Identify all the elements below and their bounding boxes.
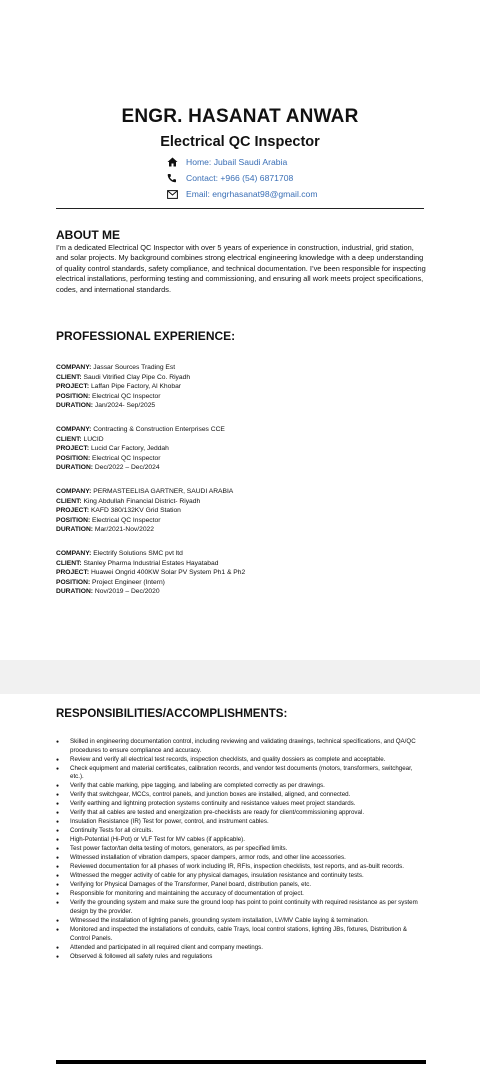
email-text[interactable]: Email: engrhasanat98@gmail.com [186, 189, 318, 199]
responsibility-item: ● Verifying for Physical Damages of the Transformer, Panel board, distribution panels, etc. [56, 881, 426, 890]
phone-text: Contact: +966 (54) 6871708 [186, 173, 294, 183]
contact-home [166, 157, 287, 167]
responsibilities-heading: RESPONSIBILITIES/ACCOMPLISHMENTS: [56, 708, 288, 720]
candidate-role: Electrical QC Inspector [160, 134, 320, 150]
page-gap [0, 660, 480, 694]
job-entry: COMPANY: Electrify Solutions SMC pvt ltd CLIENT: Stanley Pharma Industrial Estates Hayatabad PROJECT: Huawei Ongrid 400KW Solar PV System Ph1 & Ph2 POSITION: Project Engineer (Intern) DURATION: Nov/2019 – Dec/2020 [56, 550, 246, 596]
page-bottom-edge [56, 1060, 426, 1064]
responsibility-item: ● Monitored and inspected the installations of conduits, cable Trays, local control stations, lighting JBs, fixtures, Distribution & Control Panels. [56, 926, 426, 943]
responsibility-item: ● High-Potential (Hi-Pot) or VLF Test for MV cables (if applicable). [56, 836, 426, 845]
about-heading: ABOUT ME [56, 228, 120, 242]
responsibility-item: ● Verify earthing and lightning protection systems continuity and resistance values meet project standards. [56, 800, 426, 809]
phone-icon [166, 173, 178, 183]
job-entry: COMPANY: Contracting & Construction Enterprises CCE CLIENT: LUCID PROJECT: Lucid Car Factory, Jeddah POSITION: Electrical QC Inspector DURATION: Dec/2022 – Dec/2024 [56, 426, 225, 472]
home-text: Home: Jubail Saudi Arabia [186, 157, 288, 167]
resume-page-2 [0, 694, 480, 1066]
candidate-name: ENGR. HASANAT ANWAR [121, 106, 359, 127]
home-icon [166, 157, 178, 167]
contact-email [166, 189, 318, 199]
responsibility-item: ● Review and verify all electrical test records, inspection checklists, and quality dossiers as complete and acceptable. [56, 756, 426, 765]
responsibility-item: ● Check equipment and material certificates, calibration records, and vendor test documents (motors, transformers, switchgear, etc.). [56, 765, 426, 782]
header-divider [56, 208, 424, 209]
contact-phone [166, 173, 293, 183]
envelope-icon [166, 189, 178, 199]
about-text: I’m a dedicated Electrical QC Inspector with over 5 years of experience in construction, industrial, grid station, and solar projects. My background combines strong electrical engineering knowledge with a deep understanding of quality control standards, safety compliance, and technical documentation. I’ve been responsible for inspecting electrical installations, performing testing and commissioning, and ensuring all work meets project specifications, codes, and international standards. [56, 243, 426, 294]
responsibility-item: ● Attended and participated in all required client and company meetings. [56, 944, 426, 953]
responsibility-item: ● Witnessed the megger activity of cable for any physical damages, insulation resistance and continuity tests. [56, 872, 426, 881]
responsibility-item: ● Observed & followed all safety rules and regulations [56, 953, 426, 962]
responsibility-item: ● Verify that switchgear, MCCs, control panels, and junction boxes are installed, aligned, and connected. [56, 791, 426, 800]
experience-heading: PROFESSIONAL EXPERIENCE: [56, 329, 236, 343]
responsibility-item: ● Verify the grounding system and make sure the ground loop has point to point continuity with required resistance as per system design by the provider. [56, 899, 426, 916]
responsibility-item: ● Verify that all cables are tested and energization pre-checklists are ready for client/commissioning approval. [56, 809, 426, 818]
responsibility-item: ● Skilled in engineering documentation control, including reviewing and validating drawings, technical specifications, and QA/QC procedures to ensure compliance and accuracy. [56, 738, 426, 755]
responsibility-item: ● Reviewed documentation for all phases of work including IR, RFIs, inspection checklists, test reports, and as-built records. [56, 863, 426, 872]
responsibility-item: ● Insulation Resistance (IR) Test for power, control, and instrument cables. [56, 818, 426, 827]
job-entry: COMPANY: PERMASTEELISA GARTNER, SAUDI ARABIA CLIENT: King Abdullah Financial District- Riyadh PROJECT: KAFD 380/132KV Grid Station POSITION: Electrical QC Inspector DURATION: Mar/2021-Nov/2022 [56, 488, 234, 534]
responsibility-item: ● Witnessed the installation of lighting panels, grounding system installation, LV/MV Cable laying & termination. [56, 917, 426, 926]
responsibility-item: ● Responsible for monitoring and maintaining the accuracy of documentation of project. [56, 890, 426, 899]
responsibilities-list [56, 738, 426, 962]
responsibility-item: ● Verify that cable marking, pipe tagging, and labeling are completed correctly as per drawings. [56, 782, 426, 791]
job-entry: COMPANY: Jassar Sources Trading Est CLIENT: Saudi Vitrified Clay Pipe Co. Riyadh PROJECT: Laffan Pipe Factory, Al Khobar POSITION: Electrical QC Inspector DURATION: Jan/2024- Sep/2025 [56, 364, 191, 410]
responsibility-item: ● Continuity Tests for all circuits. [56, 827, 426, 836]
responsibility-item: ● Witnessed installation of vibration dampers, spacer dampers, armor rods, and other line accessories. [56, 854, 426, 863]
responsibility-item: ● Test power factor/tan delta testing of motors, generators, as per specified limits. [56, 845, 426, 854]
